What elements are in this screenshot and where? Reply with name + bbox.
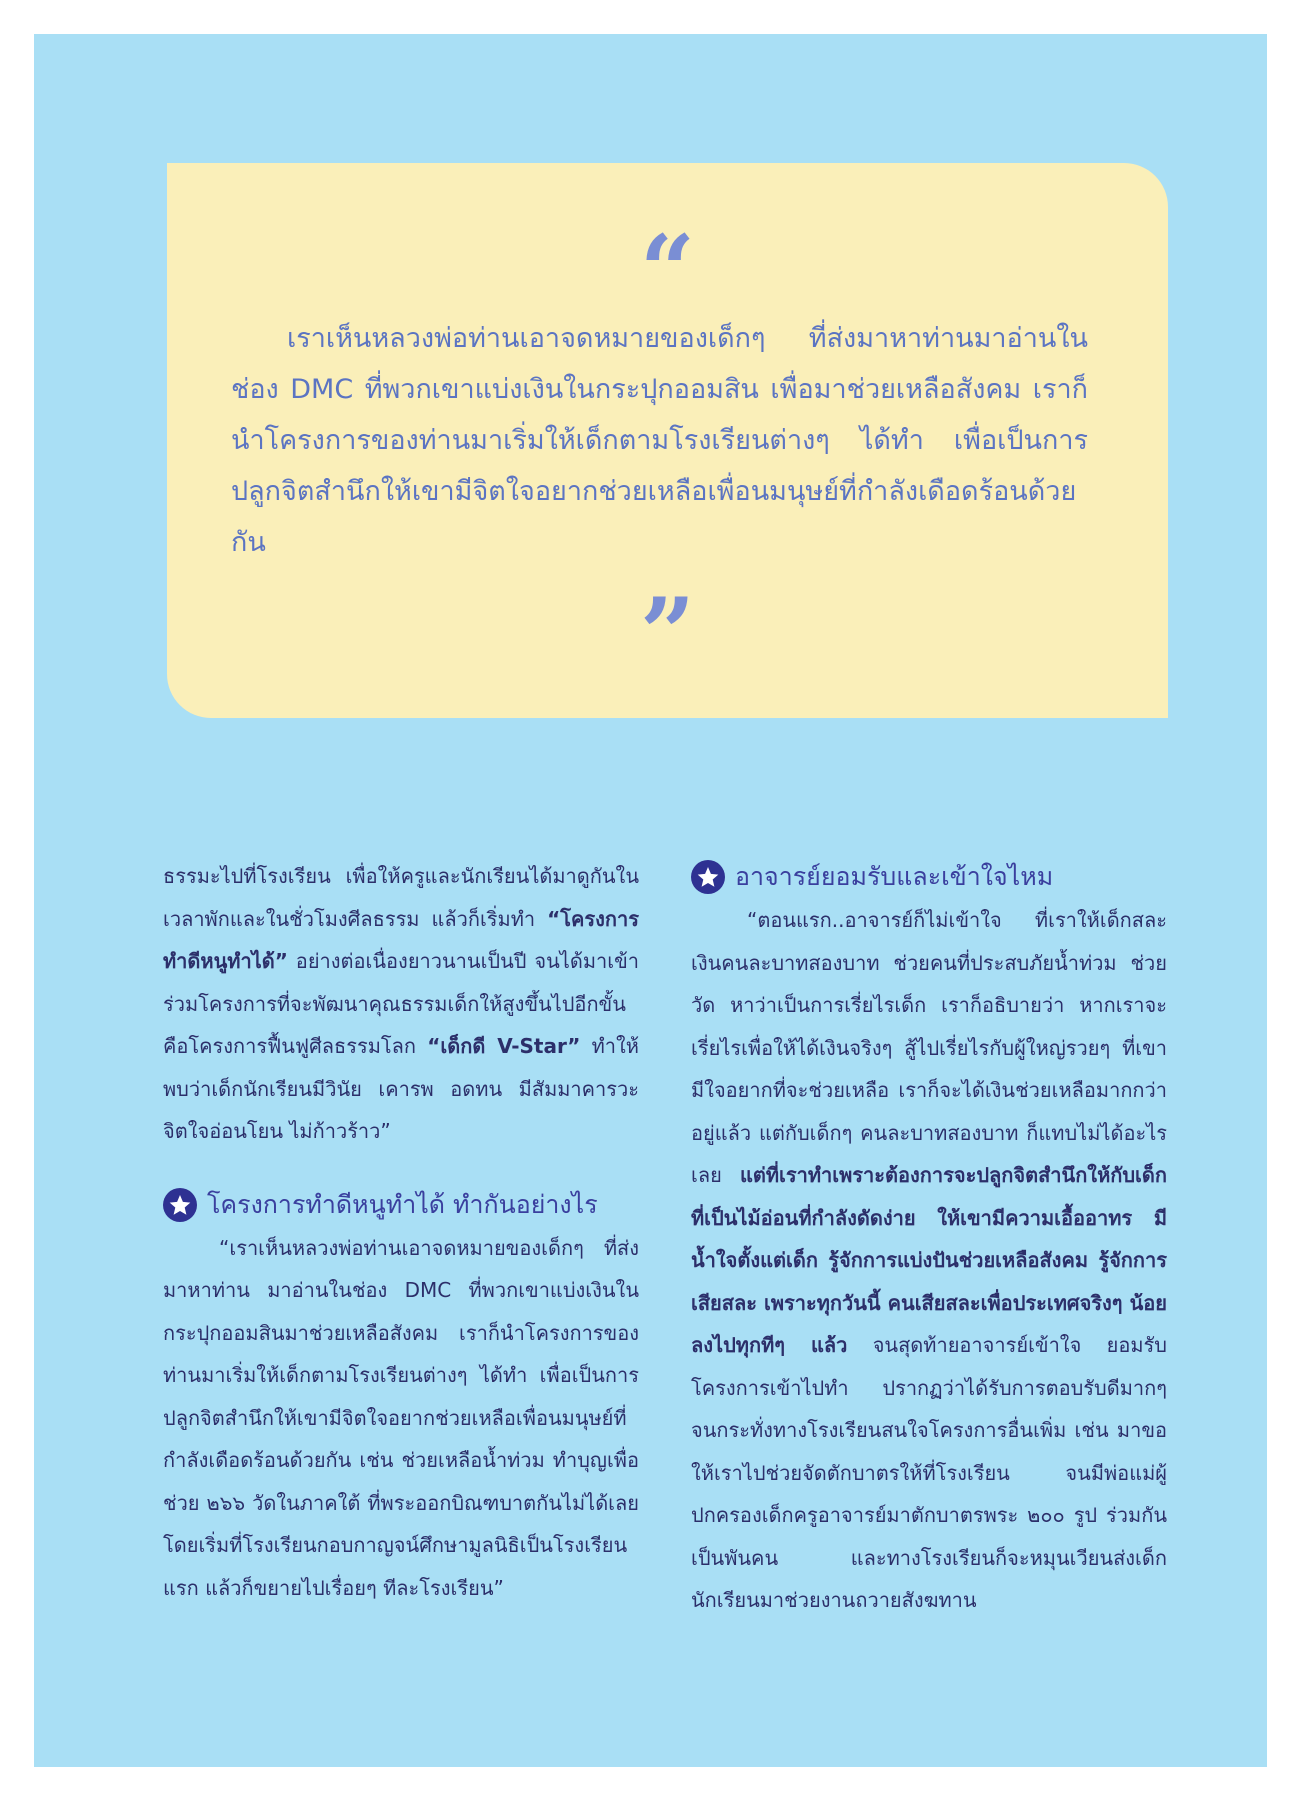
section-heading-text: โครงการทำดีหนูทำได้ ทำกันอย่างไร bbox=[207, 1189, 598, 1219]
quote-text: เราเห็นหลวงพ่อท่านเอาจดหมายของเด็กๆ ที่ส่งมาหาท่านมาอ่านในช่อง DMC ที่พวกเขาแบ่งเงินในกระปุกออมสิน เพื่อมาช่วยเหลือสังคม เราก็นำโครงการของท่านมาเริ่มให้เด็กตามโรงเรียนต่างๆ ได้ทำ เพื่อเป็นการปลูกจิตสำนึกให้เขามีจิตใจอยากช่วยเหลือเพื่อนมนุษย์ที่กำลังเดือดร้อนด้วยกัน bbox=[231, 323, 1088, 558]
open-quote-icon: “ bbox=[639, 214, 696, 327]
key-message-emphasis: แต่ที่เราทำเพราะต้องการจะปลูกจิตสำนึกให้กับเด็กที่เป็นไม้อ่อนที่กำลังดัดง่าย ให้เขามีความเอื้ออาทร มีน้ำใจตั้งแต่เด็ก รู้จักการแบ่งปันช่วยเหลือสังคม รู้จักการเสียสละ เพราะทุกวันนี้ คนเสียสละเพื่อประเทศจริงๆ น้อยลงไปทุกทีๆ แล้ว bbox=[691, 1163, 1167, 1357]
quote-box bbox=[167, 163, 1168, 718]
section-heading-how bbox=[163, 1183, 639, 1227]
left-paragraph-2: “เราเห็นหลวงพ่อท่านเอาจดหมายของเด็กๆ ที่ส่งมาหาท่าน มาอ่านในช่อง DMC ที่พวกเขาแบ่งเงินในกระปุกออมสินมาช่วยเหลือสังคม เราก็นำโครงการของท่านมาเริ่มให้เด็กตามโรงเรียนต่างๆ ได้ทำ เพื่อเป็นการปลูกจิตสำนึกให้เขามีจิตใจอยากช่วยเหลือเพื่อนมนุษย์ที่กำลังเดือดร้อนด้วยกัน เช่น ช่วยเหลือน้ำท่วม ทำบุญเพื่อช่วย ๒๖๖ วัดในภาคใต้ ที่พระออกบิณฑบาตกันไม่ได้เลย โดยเริ่มที่โรงเรียนกอบกาญจน์ศึกษามูลนิธิเป็นโรงเรียนแรก แล้วก็ขยายไปเรื่อยๆ ทีละโรงเรียน” bbox=[163, 1235, 639, 1600]
section-heading-teachers bbox=[691, 855, 1167, 899]
right-paragraph-1: “ตอนแรก..อาจารย์ก็ไม่เข้าใจ ที่เราให้เด็กสละเงินคนละบาทสองบาท ช่วยคนที่ประสบภัยน้ำท่วม ช่วยวัด หาว่าเป็นการเรี่ยไรเด็ก เราก็อธิบายว่า หากเราจะเรี่ยไรเพื่อให้ได้เงินจริงๆ สู้ไปเรี่ยไรกับผู้ใหญ่รวยๆ ที่เขามีใจอยากที่จะช่วยเหลือ เราก็จะได้เงินช่วยเหลือมากกว่าอยู่แล้ว แต่กับเด็กๆ คนละบาทสองบาท ก็แทบไม่ได้อะไรเลย แต่ที่เราทำเพราะต้องการจะปลูกจิตสำนึกให้กับเด็กที่เป็นไม้อ่อนที่กำลังดัดง่าย ให้เขามีความเอื้ออาทร มีน้ำใจตั้งแต่เด็ก รู้จักการแบ่งปันช่วยเหลือสังคม รู้จักการเสียสละ เพราะทุกวันนี้ คนเสียสละเพื่อประเทศจริงๆ น้อยลงไปทุกทีๆ แล้ว จนสุดท้ายอาจารย์เข้าใจ ยอมรับโครงการเข้าไปทำ ปรากฏว่าได้รับการตอบรับดีมากๆ จนกระทั่งทางโรงเรียนสนใจโครงการอื่นเพิ่ม เช่น มาขอให้เราไปช่วยจัดตักบาตรให้ที่โรงเรียน จนมีพ่อแม่ผู้ปกครองเด็กครูอาจารย์มาตักบาตรพระ ๒๐๐ รูป ร่วมกันเป็นพันคน และทางโรงเรียนก็จะหมุนเวียนส่งเด็กนักเรียนมาช่วยงานถวายสังฆทาน bbox=[691, 908, 1167, 1612]
star-badge-icon bbox=[163, 1188, 197, 1222]
star-badge-icon bbox=[691, 860, 725, 894]
section-heading-text: อาจารย์ยอมรับและเข้าใจไหม bbox=[735, 862, 1054, 891]
left-column bbox=[163, 855, 639, 1609]
right-column bbox=[691, 855, 1167, 1622]
project-name-emphasis: “โครงการทำดีหนูทำได้” bbox=[163, 906, 639, 973]
close-quote-icon: ” bbox=[639, 577, 696, 690]
vstar-emphasis: “เด็กดี V-Star” bbox=[427, 1034, 581, 1058]
left-paragraph-1: ธรรมะไปที่โรงเรียน เพื่อให้ครูและนักเรียนได้มาดูกันในเวลาพักและในชั่วโมงศีลธรรม แล้วก็เริ่มทำ “โครงการทำดีหนูทำได้” อย่างต่อเนื่องยาวนานเป็นปี จนได้มาเข้าร่วมโครงการที่จะพัฒนาคุณธรรมเด็กให้สูงขึ้นไปอีกขั้น คือโครงการฟื้นฟูศีลธรรมโลก “เด็กดี V-Star” ทำให้พบว่าเด็กนักเรียนมีวินัย เคารพ อดทน มีสัมมาคารวะ จิตใจอ่อนโยน ไม่ก้าวร้าว” bbox=[163, 864, 639, 1143]
